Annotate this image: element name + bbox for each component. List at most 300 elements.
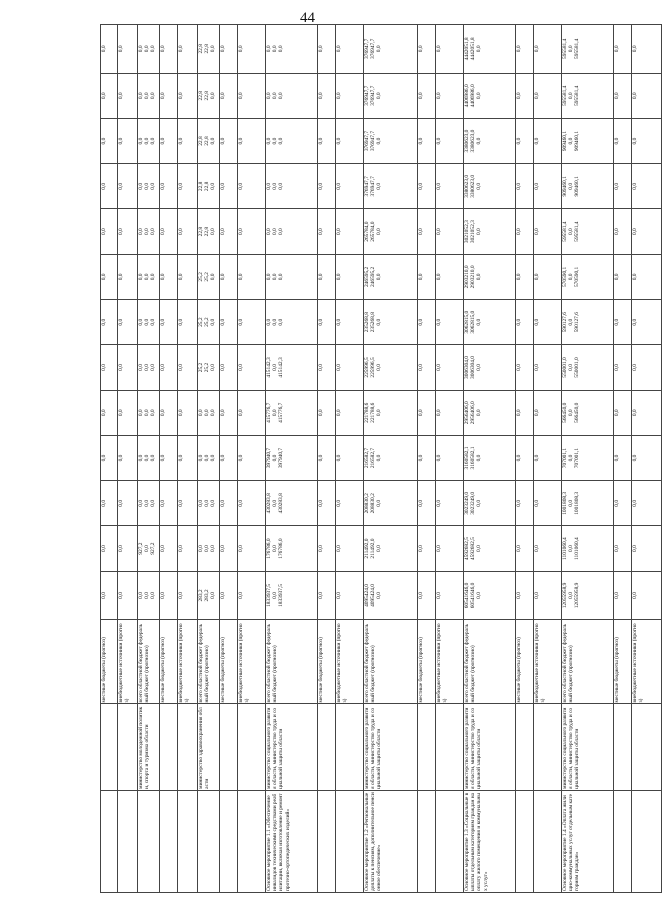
value-cell: 590127,6 0,0 590127,6 bbox=[562, 300, 614, 345]
measure-name-cell bbox=[220, 790, 238, 892]
value-cell: 0,0 0,0 0,0 bbox=[266, 300, 318, 345]
value-cell: 0,0 bbox=[436, 481, 464, 526]
value-cell: 0,0 bbox=[614, 435, 632, 480]
value-cell: 3062815,0 3062815,0 0,0 bbox=[464, 300, 516, 345]
funding-source-cell: внебюджетные источники (прогноз) bbox=[336, 620, 364, 704]
responsible-cell bbox=[534, 704, 562, 790]
value-cell: 0,0 bbox=[160, 254, 178, 299]
value-cell: 4442051,8 4442051,8 0,0 bbox=[464, 25, 516, 74]
value-cell: 0,0 bbox=[534, 209, 562, 254]
value-cell: 208830,2 208830,2 0,0 bbox=[364, 481, 418, 526]
value-cell: 0,0 bbox=[238, 164, 266, 209]
value-cell: 0,0 bbox=[516, 435, 534, 480]
table-row bbox=[220, 25, 238, 893]
table-row bbox=[318, 25, 336, 893]
value-cell: 0,0 bbox=[160, 73, 178, 118]
value-cell: 0,0 bbox=[118, 254, 138, 299]
value-cell: 0,0 bbox=[318, 481, 336, 526]
value-cell: 927,2 0,0 927,2 bbox=[138, 526, 160, 571]
measure-name-cell bbox=[318, 790, 336, 892]
value-cell: 0,0 bbox=[336, 300, 364, 345]
value-cell: 707001,1 0,0 707001,1 bbox=[562, 435, 614, 480]
value-cell: 0,0 bbox=[178, 300, 198, 345]
value-cell: 0,0 bbox=[632, 390, 662, 435]
value-cell: 0,0 bbox=[318, 390, 336, 435]
value-cell: 0,0 bbox=[632, 481, 662, 526]
value-cell: 0,0 bbox=[220, 118, 238, 163]
value-cell: 22,8 22,8 0,0 bbox=[198, 25, 220, 74]
value-cell: 0,0 bbox=[318, 345, 336, 390]
value-cell: 376947,7 376947,7 0,0 bbox=[364, 73, 418, 118]
measure-name-cell bbox=[118, 790, 138, 892]
value-cell: 0,0 bbox=[220, 73, 238, 118]
value-cell: 0,0 bbox=[336, 73, 364, 118]
measure-name-cell bbox=[178, 790, 198, 892]
value-cell: 0,0 bbox=[220, 254, 238, 299]
value-cell: 0,0 bbox=[220, 435, 238, 480]
value-cell: 0,0 0,0 0,0 bbox=[138, 481, 160, 526]
funding-source-cell: внебюджетные источники (прогноз) bbox=[534, 620, 562, 704]
value-cell: 0,0 bbox=[516, 345, 534, 390]
value-cell: 0,0 bbox=[418, 118, 436, 163]
value-cell: 0,0 bbox=[318, 254, 336, 299]
table-row bbox=[418, 25, 436, 893]
value-cell: 376947,7 376947,7 0,0 bbox=[364, 118, 418, 163]
measure-name-cell bbox=[632, 790, 662, 892]
value-cell: 1833937,5 0,0 1833937,5 bbox=[266, 571, 318, 619]
value-cell: 0,0 bbox=[160, 300, 178, 345]
responsible-cell: министерство здравоохранения области bbox=[198, 704, 220, 790]
value-cell: 0,0 bbox=[336, 118, 364, 163]
funding-source-cell: всего областной бюджет федеральный бюджет (прогнозно) bbox=[464, 620, 516, 704]
table-row bbox=[562, 25, 614, 893]
value-cell: 0,0 bbox=[178, 118, 198, 163]
value-cell: 0,0 bbox=[418, 300, 436, 345]
value-cell: 3006304,0 3006304,0 0,0 bbox=[464, 345, 516, 390]
value-cell: 0,0 0,0 0,0 bbox=[266, 118, 318, 163]
value-cell: 0,0 bbox=[534, 254, 562, 299]
value-cell: 0,0 bbox=[534, 300, 562, 345]
responsible-cell: министерство социального развития области, министерство труда и социальной защиты области bbox=[464, 704, 516, 790]
table-row bbox=[614, 25, 632, 893]
value-cell: 0,0 bbox=[160, 481, 178, 526]
value-cell: 0,0 bbox=[101, 390, 118, 435]
value-cell: 0,0 bbox=[534, 390, 562, 435]
value-cell: 176786,0 0,0 176786,0 bbox=[266, 526, 318, 571]
table-row bbox=[118, 25, 138, 893]
value-cell: 0,0 0,0 0,0 bbox=[266, 73, 318, 118]
value-cell: 0,0 bbox=[336, 390, 364, 435]
value-cell: 0,0 bbox=[336, 164, 364, 209]
value-cell: 0,0 bbox=[178, 345, 198, 390]
value-cell: 0,0 bbox=[418, 481, 436, 526]
value-cell: 0,0 bbox=[318, 435, 336, 480]
table-body bbox=[101, 25, 662, 893]
value-cell: 0,0 bbox=[178, 481, 198, 526]
value-cell: 0,0 bbox=[101, 481, 118, 526]
value-cell: 0,0 bbox=[220, 345, 238, 390]
responsible-cell bbox=[614, 704, 632, 790]
value-cell: 0,0 bbox=[238, 571, 266, 619]
value-cell: 4095424,0 4095424,0 0,0 bbox=[364, 571, 418, 619]
value-cell: 0,0 bbox=[118, 345, 138, 390]
value-cell: 0,0 bbox=[178, 209, 198, 254]
value-cell: 0,0 0,0 0,0 bbox=[138, 164, 160, 209]
value-cell: 0,0 bbox=[534, 25, 562, 74]
value-cell: 0,0 bbox=[436, 300, 464, 345]
value-cell: 0,0 bbox=[418, 390, 436, 435]
value-cell: 60541646,0 60541646,0 0,0 bbox=[464, 571, 516, 619]
responsible-cell: министерство социального развития области, министерство труда и социальной защиты области bbox=[364, 704, 418, 790]
value-cell: 0,0 bbox=[160, 118, 178, 163]
value-cell: 0,0 bbox=[516, 118, 534, 163]
value-cell: 0,0 bbox=[436, 526, 464, 571]
value-cell: 0,0 bbox=[160, 390, 178, 435]
value-cell: 0,0 bbox=[160, 25, 178, 74]
value-cell: 550001,0 0,0 550001,0 bbox=[562, 345, 614, 390]
value-cell: 0,0 bbox=[614, 25, 632, 74]
value-cell: 211492,0 211492,0 0,0 bbox=[364, 526, 418, 571]
table-row bbox=[436, 25, 464, 893]
value-cell: 3160582,1 3160582,1 0,0 bbox=[464, 435, 516, 480]
value-cell: 0,0 bbox=[614, 73, 632, 118]
value-cell: 0,0 bbox=[516, 254, 534, 299]
measure-name-cell bbox=[138, 790, 160, 892]
value-cell: 0,0 bbox=[220, 25, 238, 74]
funding-source-cell: внебюджетные источники (прогноз) bbox=[118, 620, 138, 704]
value-cell: 12055958,9 0,0 12055958,9 bbox=[562, 571, 614, 619]
value-cell: 0,0 bbox=[160, 209, 178, 254]
value-cell: 0,0 0,0 0,0 bbox=[266, 25, 318, 74]
value-cell: 0,0 bbox=[238, 300, 266, 345]
value-cell: 0,0 bbox=[336, 435, 364, 480]
table-row bbox=[160, 25, 178, 893]
value-cell: 0,0 bbox=[534, 345, 562, 390]
value-cell: 0,0 bbox=[534, 571, 562, 619]
measure-name-cell bbox=[516, 790, 534, 892]
value-cell: 0,0 bbox=[336, 209, 364, 254]
table-row bbox=[534, 25, 562, 893]
value-cell: 0,0 0,0 0,0 bbox=[138, 254, 160, 299]
value-cell: 0,0 bbox=[336, 254, 364, 299]
value-cell: 0,0 bbox=[632, 164, 662, 209]
value-cell: 0,0 bbox=[516, 164, 534, 209]
value-cell: 0,0 bbox=[534, 164, 562, 209]
value-cell: 0,0 bbox=[436, 209, 464, 254]
value-cell: 221788,6 221788,6 0,0 bbox=[364, 390, 418, 435]
value-cell: 265784,0 265784,0 0,0 bbox=[364, 209, 418, 254]
value-cell: 1001808,3 0,0 1001808,3 bbox=[562, 481, 614, 526]
value-cell: 0,0 bbox=[118, 481, 138, 526]
responsible-cell bbox=[118, 704, 138, 790]
responsible-cell: министерство социального развития области, министерство труда и социальной защиты области bbox=[266, 704, 318, 790]
value-cell: 0,0 bbox=[436, 435, 464, 480]
responsible-cell bbox=[516, 704, 534, 790]
rotated-page bbox=[100, 24, 645, 893]
value-cell: 0,0 bbox=[101, 435, 118, 480]
value-cell: 0,0 bbox=[220, 164, 238, 209]
value-cell: 0,0 bbox=[238, 435, 266, 480]
value-cell: 0,0 0,0 0,0 bbox=[138, 25, 160, 74]
value-cell: 0,0 bbox=[534, 118, 562, 163]
value-cell: 0,0 bbox=[318, 118, 336, 163]
value-cell: 246595,2 246595,2 0,0 bbox=[364, 254, 418, 299]
value-cell: 0,0 bbox=[160, 526, 178, 571]
value-cell: 225996,5 225996,5 0,0 bbox=[364, 345, 418, 390]
budget-table bbox=[100, 24, 662, 893]
measure-name-cell bbox=[101, 790, 118, 892]
value-cell: 0,0 bbox=[178, 25, 198, 74]
value-cell: 0,0 0,0 0,0 bbox=[198, 390, 220, 435]
measure-name-cell: Основное мероприятие 1.3 «Социальные выплаты отдельным категориям граждан на оплату жилого помещения и коммунальных услуг» bbox=[464, 790, 516, 892]
value-cell: 0,0 bbox=[178, 435, 198, 480]
value-cell: 0,0 bbox=[418, 164, 436, 209]
value-cell: 0,0 bbox=[436, 164, 464, 209]
responsible-cell bbox=[436, 704, 464, 790]
value-cell: 0,0 bbox=[101, 25, 118, 74]
responsible-cell bbox=[160, 704, 178, 790]
responsible-cell bbox=[418, 704, 436, 790]
value-cell: 0,0 0,0 0,0 bbox=[266, 209, 318, 254]
value-cell: 0,0 bbox=[238, 526, 266, 571]
value-cell: 0,0 bbox=[220, 571, 238, 619]
value-cell: 0,0 bbox=[336, 25, 364, 74]
value-cell: 0,0 bbox=[418, 571, 436, 619]
value-cell: 22,8 22,8 0,0 bbox=[198, 73, 220, 118]
funding-source-cell: местные бюджеты (прогноз) bbox=[101, 620, 118, 704]
funding-source-cell: всего областной бюджет федеральный бюджет (прогнозно) bbox=[266, 620, 318, 704]
value-cell: 0,0 0,0 0,0 bbox=[198, 526, 220, 571]
value-cell: 0,0 bbox=[632, 300, 662, 345]
value-cell: 25,2 25,2 0,0 bbox=[198, 254, 220, 299]
value-cell: 0,0 bbox=[160, 345, 178, 390]
responsible-cell: министерство социального развития области, министерство труда и социальной защиты области bbox=[562, 704, 614, 790]
value-cell: 3023249,0 3023249,0 0,0 bbox=[464, 481, 516, 526]
value-cell: 0,0 bbox=[318, 571, 336, 619]
value-cell: 0,0 bbox=[101, 571, 118, 619]
table-row bbox=[238, 25, 266, 893]
funding-source-cell: всего областной бюджет федеральный бюджет (прогнозно) bbox=[138, 620, 160, 704]
value-cell: 0,0 bbox=[614, 164, 632, 209]
table-row bbox=[364, 25, 418, 893]
value-cell: 25,2 25,2 0,0 bbox=[198, 345, 220, 390]
value-cell: 0,0 bbox=[101, 345, 118, 390]
value-cell: 0,0 bbox=[160, 435, 178, 480]
funding-source-cell: всего областной бюджет федеральный бюджет (прогнозно) bbox=[562, 620, 614, 704]
value-cell: 1101060,4 0,0 1101060,4 bbox=[562, 526, 614, 571]
value-cell: 0,0 bbox=[238, 209, 266, 254]
value-cell: 0,0 bbox=[614, 209, 632, 254]
value-cell: 0,0 bbox=[160, 571, 178, 619]
value-cell: 0,0 bbox=[178, 73, 198, 118]
value-cell: 0,0 bbox=[220, 390, 238, 435]
measure-name-cell bbox=[198, 790, 220, 892]
value-cell: 0,0 bbox=[238, 73, 266, 118]
value-cell: 595581,4 0,0 595581,4 bbox=[562, 209, 614, 254]
value-cell: 0,0 bbox=[534, 481, 562, 526]
table-row bbox=[138, 25, 160, 893]
value-cell: 0,0 bbox=[318, 25, 336, 74]
value-cell: 3380623,0 3380623,0 0,0 bbox=[464, 118, 516, 163]
value-cell: 3380623,0 3380623,0 0,0 bbox=[464, 164, 516, 209]
value-cell: 0,0 bbox=[160, 164, 178, 209]
value-cell: 0,0 bbox=[418, 73, 436, 118]
value-cell: 0,0 0,0 0,0 bbox=[138, 73, 160, 118]
value-cell: 0,0 bbox=[101, 118, 118, 163]
funding-source-cell: внебюджетные источники (прогноз) bbox=[632, 620, 662, 704]
funding-source-cell: всего областной бюджет федеральный бюджет (прогнозно) bbox=[198, 620, 220, 704]
value-cell: 0,0 bbox=[516, 481, 534, 526]
funding-source-cell: внебюджетные источники (прогноз) bbox=[436, 620, 464, 704]
funding-source-cell: местные бюджеты (прогноз) bbox=[614, 620, 632, 704]
value-cell: 0,0 bbox=[632, 345, 662, 390]
funding-source-cell: местные бюджеты (прогноз) bbox=[220, 620, 238, 704]
funding-source-cell: местные бюджеты (прогноз) bbox=[318, 620, 336, 704]
value-cell: 397940,7 0,0 397940,7 bbox=[266, 435, 318, 480]
page-number: 44 bbox=[300, 10, 315, 26]
value-cell: 430283,8 0,0 430283,8 bbox=[266, 481, 318, 526]
value-cell: 0,0 0,0 0,0 bbox=[198, 435, 220, 480]
value-cell: 0,0 bbox=[220, 481, 238, 526]
value-cell: 0,0 bbox=[614, 254, 632, 299]
value-cell: 0,0 bbox=[178, 254, 198, 299]
value-cell: 22,8 22,8 0,0 bbox=[198, 164, 220, 209]
value-cell: 0,0 bbox=[238, 25, 266, 74]
responsible-cell bbox=[101, 704, 118, 790]
value-cell: 22,8 22,8 0,0 bbox=[198, 209, 220, 254]
value-cell: 0,0 bbox=[436, 25, 464, 74]
table-row bbox=[266, 25, 318, 893]
responsible-cell bbox=[336, 704, 364, 790]
value-cell: 0,0 bbox=[632, 73, 662, 118]
value-cell: 0,0 bbox=[534, 73, 562, 118]
measure-name-cell bbox=[238, 790, 266, 892]
value-cell: 0,0 bbox=[632, 254, 662, 299]
value-cell: 2956406,0 2956406,0 0,0 bbox=[464, 390, 516, 435]
measure-name-cell: Основное мероприятие 1.1 «Обеспечение инвалидов техническими средствами реабилитации, включая изготовление и ремонт протезно-ортопедических изделий» bbox=[266, 790, 318, 892]
value-cell: 0,0 bbox=[238, 390, 266, 435]
value-cell: 0,0 bbox=[436, 73, 464, 118]
value-cell: 0,0 bbox=[118, 435, 138, 480]
table-row bbox=[336, 25, 364, 893]
value-cell: 0,0 bbox=[238, 345, 266, 390]
value-cell: 0,0 bbox=[418, 254, 436, 299]
value-cell: 0,0 bbox=[318, 73, 336, 118]
value-cell: 0,0 bbox=[614, 526, 632, 571]
value-cell: 0,0 bbox=[178, 526, 198, 571]
value-cell: 0,0 bbox=[220, 209, 238, 254]
value-cell: 0,0 0,0 0,0 bbox=[138, 390, 160, 435]
value-cell: 0,0 bbox=[118, 164, 138, 209]
value-cell: 376947,7 376947,7 0,0 bbox=[364, 25, 418, 74]
value-cell: 0,0 bbox=[418, 435, 436, 480]
value-cell: 0,0 0,0 0,0 bbox=[266, 164, 318, 209]
responsible-cell: министерство молодежной политики, спорта и туризма области bbox=[138, 704, 160, 790]
value-cell: 0,0 bbox=[632, 571, 662, 619]
value-cell: 0,0 bbox=[118, 390, 138, 435]
funding-source-cell: внебюджетные источники (прогноз) bbox=[178, 620, 198, 704]
value-cell: 0,0 bbox=[118, 300, 138, 345]
value-cell: 0,0 bbox=[101, 300, 118, 345]
measure-name-cell bbox=[436, 790, 464, 892]
value-cell: 0,0 bbox=[436, 254, 464, 299]
value-cell: 595581,4 0,0 595581,4 bbox=[562, 25, 614, 74]
value-cell: 0,0 bbox=[436, 345, 464, 390]
value-cell: 0,0 bbox=[178, 571, 198, 619]
value-cell: 0,0 0,0 0,0 bbox=[198, 481, 220, 526]
value-cell: 0,0 bbox=[418, 25, 436, 74]
value-cell: 0,0 bbox=[220, 526, 238, 571]
value-cell: 0,0 0,0 0,0 bbox=[138, 118, 160, 163]
value-cell: 0,0 bbox=[632, 526, 662, 571]
table-row bbox=[632, 25, 662, 893]
measure-name-cell bbox=[336, 790, 364, 892]
measure-name-cell: Основное мероприятие 1.4 «Оплата жилищно-коммунальных услуг отдельным категориям граждан» bbox=[562, 790, 614, 892]
responsible-cell bbox=[632, 704, 662, 790]
value-cell: 0,0 bbox=[516, 300, 534, 345]
value-cell: 25,2 25,2 0,0 bbox=[198, 300, 220, 345]
value-cell: 0,0 bbox=[336, 571, 364, 619]
value-cell: 0,0 0,0 0,0 bbox=[138, 345, 160, 390]
value-cell: 0,0 0,0 0,0 bbox=[138, 300, 160, 345]
responsible-cell bbox=[178, 704, 198, 790]
value-cell: 570590,1 0,0 570590,1 bbox=[562, 254, 614, 299]
measure-name-cell bbox=[418, 790, 436, 892]
funding-source-cell: всего областной бюджет федеральный бюджет (прогнозно) bbox=[364, 620, 418, 704]
funding-source-cell: местные бюджеты (прогноз) bbox=[160, 620, 178, 704]
table-row bbox=[464, 25, 516, 893]
value-cell: 0,0 bbox=[318, 164, 336, 209]
value-cell: 0,0 bbox=[614, 390, 632, 435]
value-cell: 0,0 bbox=[101, 254, 118, 299]
value-cell: 0,0 bbox=[178, 390, 198, 435]
value-cell: 2903210,0 2903210,0 0,0 bbox=[464, 254, 516, 299]
value-cell: 376947,7 376947,7 0,0 bbox=[364, 164, 418, 209]
value-cell: 0,0 bbox=[336, 526, 364, 571]
value-cell: 0,0 bbox=[318, 300, 336, 345]
value-cell: 909460,1 0,0 909460,1 bbox=[562, 164, 614, 209]
value-cell: 0,0 0,0 0,0 bbox=[138, 209, 160, 254]
value-cell: 3021052,3 3021052,3 0,0 bbox=[464, 209, 516, 254]
value-cell: 0,0 bbox=[614, 300, 632, 345]
value-cell: 415776,7 0,0 415776,7 bbox=[266, 390, 318, 435]
value-cell: 0,0 bbox=[118, 25, 138, 74]
value-cell: 0,0 bbox=[418, 345, 436, 390]
measure-name-cell bbox=[534, 790, 562, 892]
value-cell: 4406986,0 4406986,0 0,0 bbox=[464, 73, 516, 118]
value-cell: 0,0 bbox=[418, 526, 436, 571]
funding-source-cell: внебюджетные источники (прогноз) bbox=[238, 620, 266, 704]
table-row bbox=[101, 25, 118, 893]
value-cell: 0,0 bbox=[436, 390, 464, 435]
value-cell: 0,0 bbox=[118, 526, 138, 571]
value-cell: 22,8 22,8 0,0 bbox=[198, 118, 220, 163]
measure-name-cell bbox=[614, 790, 632, 892]
value-cell: 0,0 bbox=[516, 390, 534, 435]
value-cell: 283,2 283,2 0,0 bbox=[198, 571, 220, 619]
value-cell: 0,0 bbox=[318, 209, 336, 254]
value-cell: 0,0 bbox=[436, 118, 464, 163]
value-cell: 0,0 bbox=[101, 73, 118, 118]
value-cell: 0,0 bbox=[118, 73, 138, 118]
funding-source-cell: местные бюджеты (прогноз) bbox=[516, 620, 534, 704]
value-cell: 0,0 bbox=[436, 571, 464, 619]
value-cell: 0,0 bbox=[516, 25, 534, 74]
value-cell: 0,0 bbox=[516, 209, 534, 254]
value-cell: 0,0 bbox=[516, 526, 534, 571]
value-cell: 0,0 bbox=[220, 300, 238, 345]
table-row bbox=[178, 25, 198, 893]
